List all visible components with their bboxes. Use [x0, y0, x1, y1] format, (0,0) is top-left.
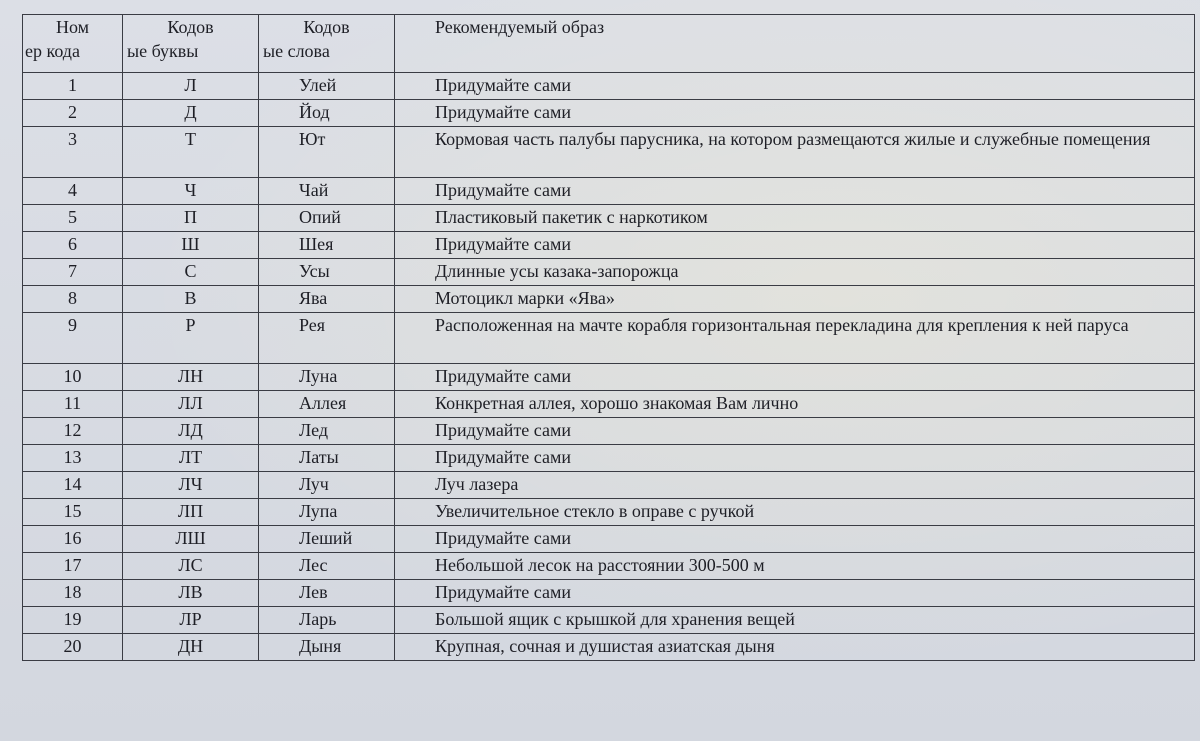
code-letters-cell: Л — [123, 73, 259, 100]
code-letters-cell: В — [123, 286, 259, 313]
code-number-cell: 1 — [23, 73, 123, 100]
code-number-cell: 7 — [23, 259, 123, 286]
code-letters-cell: ЛП — [123, 499, 259, 526]
table-row — [23, 526, 1195, 553]
table-row — [23, 313, 1195, 364]
code-number-cell: 11 — [23, 391, 123, 418]
description-cell: Мотоцикл марки «Ява» — [395, 286, 1195, 313]
table-row — [23, 364, 1195, 391]
description-cell: Большой ящик с крышкой для хранения вещей — [395, 607, 1195, 634]
code-letters-cell: ЛТ — [123, 445, 259, 472]
table-row — [23, 445, 1195, 472]
table-row — [23, 580, 1195, 607]
code-letters-cell: Д — [123, 100, 259, 127]
description-cell: Придумайте сами — [395, 580, 1195, 607]
code-word-cell: Дыня — [259, 634, 395, 661]
code-letters-cell: ЛР — [123, 607, 259, 634]
code-number-cell: 4 — [23, 178, 123, 205]
description-cell: Придумайте сами — [395, 73, 1195, 100]
description-cell: Кормовая часть палубы парусника, на котором размещаются жилые и служебные помещения — [395, 127, 1195, 178]
code-word-cell: Йод — [259, 100, 395, 127]
code-letters-cell: ЛД — [123, 418, 259, 445]
header-description: Рекомендуемый образ — [395, 15, 1195, 73]
description-cell: Крупная, сочная и душистая азиатская дыня — [395, 634, 1195, 661]
code-word-cell: Луч — [259, 472, 395, 499]
code-number-cell: 12 — [23, 418, 123, 445]
table-row — [23, 418, 1195, 445]
code-word-cell: Лупа — [259, 499, 395, 526]
code-word-cell: Латы — [259, 445, 395, 472]
table-row — [23, 127, 1195, 178]
table-row — [23, 286, 1195, 313]
header-code-letters — [123, 15, 259, 73]
code-word-cell: Лес — [259, 553, 395, 580]
table-row — [23, 232, 1195, 259]
table-row — [23, 472, 1195, 499]
header-code-number-line1: Ном — [55, 17, 90, 37]
code-number-cell: 5 — [23, 205, 123, 232]
description-cell: Придумайте сами — [395, 364, 1195, 391]
code-number-cell: 3 — [23, 127, 123, 178]
code-letters-cell: ЛЛ — [123, 391, 259, 418]
code-number-cell: 16 — [23, 526, 123, 553]
code-number-cell: 20 — [23, 634, 123, 661]
code-word-cell: Шея — [259, 232, 395, 259]
code-word-cell: Усы — [259, 259, 395, 286]
description-cell: Конкретная аллея, хорошо знакомая Вам лично — [395, 391, 1195, 418]
code-letters-cell: ЛС — [123, 553, 259, 580]
description-cell: Придумайте сами — [395, 100, 1195, 127]
code-word-cell: Луна — [259, 364, 395, 391]
table-row — [23, 73, 1195, 100]
code-letters-cell: П — [123, 205, 259, 232]
code-letters-cell: ЛВ — [123, 580, 259, 607]
code-word-cell: Рея — [259, 313, 395, 364]
code-letters-cell: ЛН — [123, 364, 259, 391]
header-code-letters-line2: ые буквы — [127, 41, 199, 61]
table-row — [23, 205, 1195, 232]
header-code-words-line1: Кодов — [303, 17, 350, 37]
description-cell: Придумайте сами — [395, 178, 1195, 205]
code-letters-cell: ЛЧ — [123, 472, 259, 499]
code-table — [22, 14, 1195, 661]
description-cell: Расположенная на мачте корабля горизонтальная перекладина для крепления к ней паруса — [395, 313, 1195, 364]
code-number-cell: 9 — [23, 313, 123, 364]
table-header-row — [23, 15, 1195, 73]
code-letters-cell: ЛШ — [123, 526, 259, 553]
code-letters-cell: Р — [123, 313, 259, 364]
code-letters-cell: Т — [123, 127, 259, 178]
header-code-letters-line1: Кодов — [167, 17, 214, 37]
code-word-cell: Ларь — [259, 607, 395, 634]
description-cell: Пластиковый пакетик с наркотиком — [395, 205, 1195, 232]
table-row — [23, 259, 1195, 286]
table-row — [23, 391, 1195, 418]
code-letters-cell: Ш — [123, 232, 259, 259]
header-code-number-line2: ер кода — [25, 41, 80, 61]
code-letters-cell: С — [123, 259, 259, 286]
description-cell: Придумайте сами — [395, 445, 1195, 472]
description-cell: Длинные усы казака-запорожца — [395, 259, 1195, 286]
code-number-cell: 18 — [23, 580, 123, 607]
table-row — [23, 499, 1195, 526]
code-number-cell: 2 — [23, 100, 123, 127]
code-number-cell: 8 — [23, 286, 123, 313]
code-number-cell: 13 — [23, 445, 123, 472]
description-cell: Небольшой лесок на расстоянии 300-500 м — [395, 553, 1195, 580]
code-number-cell: 15 — [23, 499, 123, 526]
code-word-cell: Аллея — [259, 391, 395, 418]
code-word-cell: Лев — [259, 580, 395, 607]
code-word-cell: Улей — [259, 73, 395, 100]
code-word-cell: Чай — [259, 178, 395, 205]
code-word-cell: Ют — [259, 127, 395, 178]
code-number-cell: 14 — [23, 472, 123, 499]
header-code-number — [23, 15, 123, 73]
description-cell: Придумайте сами — [395, 526, 1195, 553]
header-code-words-line2: ые слова — [263, 41, 330, 61]
description-cell: Придумайте сами — [395, 232, 1195, 259]
header-code-words — [259, 15, 395, 73]
code-number-cell: 19 — [23, 607, 123, 634]
table-row — [23, 553, 1195, 580]
code-word-cell: Ява — [259, 286, 395, 313]
code-number-cell: 6 — [23, 232, 123, 259]
description-cell: Луч лазера — [395, 472, 1195, 499]
code-letters-cell: Ч — [123, 178, 259, 205]
table-row — [23, 100, 1195, 127]
table-row — [23, 634, 1195, 661]
description-cell: Увеличительное стекло в оправе с ручкой — [395, 499, 1195, 526]
code-letters-cell: ДН — [123, 634, 259, 661]
code-word-cell: Опий — [259, 205, 395, 232]
table-row — [23, 178, 1195, 205]
code-number-cell: 17 — [23, 553, 123, 580]
code-word-cell: Лед — [259, 418, 395, 445]
code-number-cell: 10 — [23, 364, 123, 391]
description-cell: Придумайте сами — [395, 418, 1195, 445]
code-word-cell: Леший — [259, 526, 395, 553]
table-body — [23, 73, 1195, 661]
table-row — [23, 607, 1195, 634]
